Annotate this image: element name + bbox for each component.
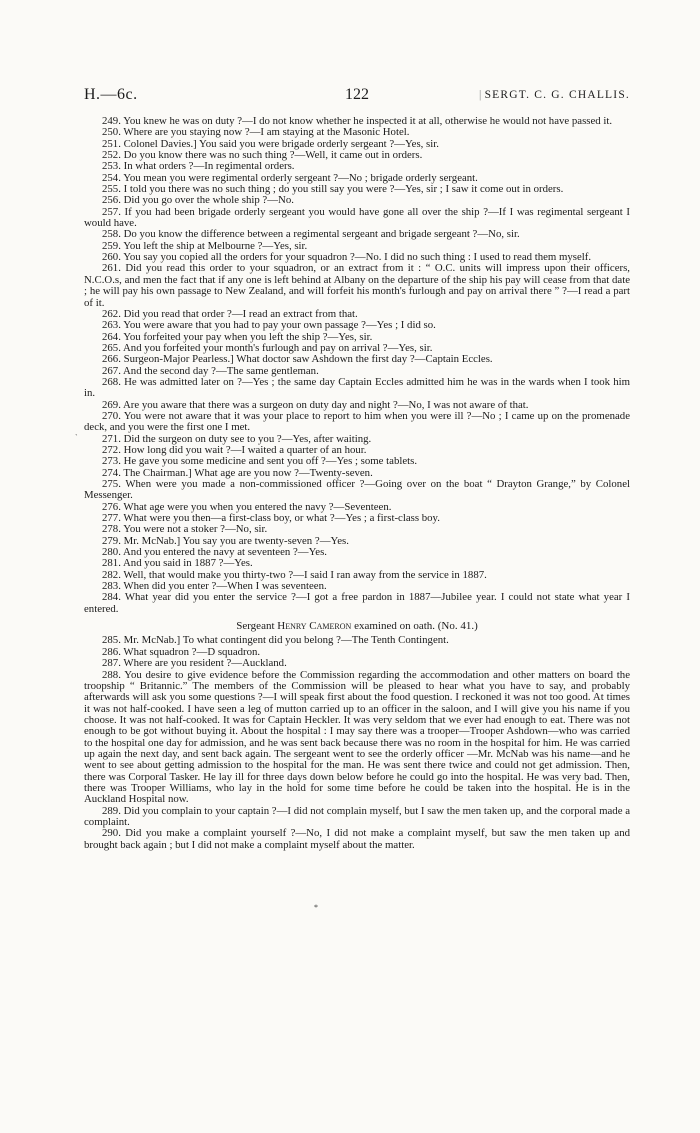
qa-275: 275. When were you made a non-commissioned officer ?—Going over on the boat “ Drayton Grange,” by Colonel Messenger. (84, 478, 630, 502)
running-head: | SERGT. C. G. CHALLIS. (479, 89, 630, 101)
qa-256: 256. Did you go over the whole ship ?—No. (102, 194, 294, 207)
qa-251: 251. Colonel Davies.] You said you were brigade orderly sergeant ?—Yes, sir. (102, 137, 439, 150)
witness-heading-suffix: examined on oath. (No. 41.) (354, 620, 478, 633)
testimony-body (84, 116, 630, 851)
qa-268: 268. He was admitted later on ?—Yes ; the same day Captain Eccles admitted him he was in the wards when I took him in. (84, 375, 630, 400)
qa-282: 282. Well, that would make you thirty-two ?—I said I ran away from the service in 1887. (102, 568, 487, 581)
qa-281: 281. And you said in 1887 ?—Yes. (102, 557, 253, 570)
qa-255: 255. I told you there was no such thing ; do you still say you were ?—Yes, sir ; I saw it come out in orders. (102, 183, 564, 196)
margin-star: * (314, 903, 318, 912)
qa-279: 279. Mr. McNab.] You say you are twenty-seven ?—Yes. (102, 534, 349, 547)
qa-259: 259. You left the ship at Melbourne ?—Yes, sir. (102, 239, 308, 252)
qa-266: 266. Surgeon-Major Pearless.] What doctor saw Ashdown the first day ?—Captain Eccles. (102, 353, 493, 366)
qa-250: 250. Where are you staying now ?—I am staying at the Masonic Hotel. (102, 126, 410, 139)
qa-254: 254. You mean you were regimental orderly sergeant ?—No ; brigade orderly sergeant. (102, 171, 478, 184)
qa-269: 269. Are you aware that there was a surgeon on duty day and night ?—No, I was not aware of that. (102, 398, 529, 411)
qa-270: 270. You were not aware that it was your place to report to him when you were ill ?—No ; I came up on the promenade deck, and you were the first one I met. (84, 409, 630, 434)
qa-280: 280. And you entered the navy at seventeen ?—Yes. (102, 546, 327, 559)
qa-277: 277. What were you then—a first-class boy, or what ?—Yes ; a first-class boy. (102, 512, 440, 525)
qa-273: 273. He gave you some medicine and sent you off ?—Yes ; some tablets. (102, 455, 418, 468)
qa-287: 287. Where are you resident ?—Auckland. (102, 657, 287, 670)
qa-286: 286. What squadron ?—D squadron. (102, 645, 261, 658)
qa-260: 260. You say you copied all the orders for your squadron ?—No. I did no such thing : I used to read them myself. (102, 251, 592, 264)
qa-262: 262. Did you read that order ?—I read an extract from that. (102, 307, 358, 320)
page-header (84, 86, 630, 106)
report-code: H.—6c. (84, 86, 138, 103)
qa-258: 258. Do you know the difference between a regimental sergeant and brigade sergeant ?—No, sir. (102, 228, 520, 241)
witness-heading (84, 621, 630, 632)
witness-heading-prefix: Sergeant (236, 620, 275, 633)
qa-272: 272. How long did you wait ?—I waited a quarter of an hour. (102, 443, 367, 456)
qa-257: 257. If you had been brigade orderly sergeant you would have gone all over the ship ?—If I was regimental sergeant I would have. (84, 205, 630, 230)
page-number: 122 (345, 86, 369, 103)
qa-267: 267. And the second day ?—The same gentleman. (102, 364, 319, 377)
qa-284: 284. What year did you enter the service ?—I got a free pardon in 1887—Jubilee year. I could not state what year I entered. (84, 591, 630, 615)
qa-264: 264. You forfeited your pay when you left the ship ?—Yes, sir. (102, 330, 373, 343)
qa-278: 278. You were not a stoker ?—No, sir. (102, 523, 268, 536)
qa-290: 290. Did you make a complaint yourself ?—No, I did not make a complaint myself, but saw the men taken up and brought back again ; but I did not make a complaint myself about the matter. (84, 827, 630, 851)
qa-249: 249. You knew he was on duty ?—I do not know whether he inspected it at all, otherwise he would not have passed it. (102, 115, 613, 127)
qa-271: 271. Did the surgeon on duty see to you ?—Yes, after waiting. (102, 432, 372, 445)
witness-name: Henry Cameron (277, 620, 352, 633)
qa-274: 274. The Chairman.] What age are you now ?—Twenty-seven. (102, 466, 373, 479)
qa-289: 289. Did you complain to your captain ?—I did not complain myself, but I saw the men taken up, and the corporal made a complaint. (84, 804, 630, 828)
qa-276: 276. What age were you when you entered the navy ?—Seventeen. (102, 500, 392, 513)
qa-263: 263. You were aware that you had to pay your own passage ?—Yes ; I did so. (102, 319, 436, 332)
qa-288: 288. You desire to give evidence before the Commission regarding the accommodation and other matters on board the troopship “ Britannic.” The members of the Commission will be pleased to hear what you have to say, and probably afterwards will ask you some questions ?—I will speak first about the food question. I reckoned it was not too good. At times it was not half-cooked. I have seen a leg of mutton carried up to an officer in the saloon, and I will give you his name if you choose. It was not half-cooked. It was for Captain Heckler. It was very seldom that we ever had enough to eat. There was not enough to be got without buying it. About the hospital : I may say there was a trooper—Trooper Ashdown—who was carried to the hospital one day for admission, and he was sent back because there was no room in the hospital for him. He was carried up again the next day, and sent back again. The sergeant went to see the orderly officer —Mr. McNab was his name—and he went to see about getting admission to the hospital for the man. He was sent there twice and could not get admission. Then, there was Corporal Tasker. He lay ill for three days down below before he could go into the hospital. He was very bad. Then, there was Trooper Williams, who lay in the hold for some time before he could be taken into the hospital. He is in the Auckland Hospital now. (84, 668, 630, 806)
qa-252: 252. Do you know there was no such thing ?—Well, it came out in orders. (102, 149, 423, 162)
qa-265: 265. And you forfeited your month's furlough and pay on arrival ?—Yes, sir. (102, 341, 433, 354)
qa-283: 283. When did you enter ?—When I was seventeen. (102, 580, 327, 593)
qa-253: 253. In what orders ?—In regimental orders. (102, 160, 295, 173)
qa-261: 261. Did you read this order to your squadron, or an extract from it : “ O.C. units will impress upon their officers, N.C.O.s, and men the fact that if any one is left behind at Albany on the departure of the ship his pay will cease from that date ; he will pay his own passage to New Zealand, and will forfeit his month's furlough and pay on arrival there ” ?—I read a part of it. (84, 262, 630, 309)
qa-285: 285. Mr. McNab.] To what contingent did you belong ?—The Tenth Contingent. (102, 634, 449, 647)
margin-mark: ˋ (75, 433, 78, 442)
running-head-text: SERGT. C. G. CHALLIS. (484, 89, 630, 101)
